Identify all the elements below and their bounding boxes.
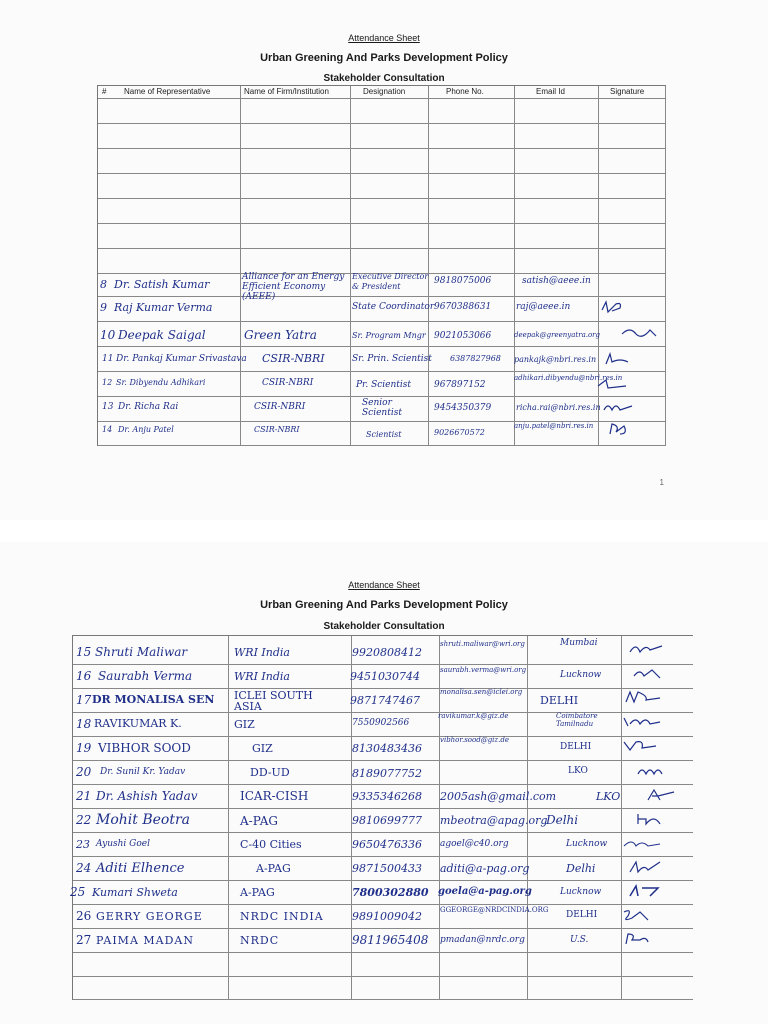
entry-number: 27: [76, 933, 92, 947]
document-subtitle: Stakeholder Consultation: [323, 73, 445, 84]
entry-email: goela@a-pag.org: [438, 886, 532, 897]
entry-firm: WRI India: [234, 646, 290, 659]
entry-phone: 9818075006: [434, 276, 492, 286]
entry-email: adhikari.dibyendu@nbri.res.in: [514, 374, 623, 382]
entry-email: mbeotra@apag.org: [440, 814, 548, 827]
entry-phone: 9670388631: [434, 302, 492, 312]
entry-place: Mumbai: [560, 638, 598, 648]
entry-phone: 9650476336: [352, 838, 422, 851]
entry-name: GERRY GEORGE: [96, 910, 203, 923]
attendance-label: Attendance Sheet: [348, 33, 420, 43]
entry-number: 9: [100, 301, 107, 314]
entry-phone: 8130483436: [352, 742, 422, 755]
entry-designation: Senior Scientist: [362, 398, 402, 418]
entry-firm: ICAR-CISH: [240, 789, 309, 803]
signature-mark: [646, 788, 686, 802]
entry-email: aditi@a-pag.org: [440, 862, 530, 875]
entry-place: Delhi: [546, 813, 579, 827]
entry-firm: DD-UD: [250, 766, 290, 779]
attendance-label: Attendance Sheet: [348, 580, 420, 590]
entry-number: 17: [76, 693, 92, 707]
entry-firm: A-PAG: [240, 886, 275, 899]
entry-number: 12: [102, 378, 113, 387]
entry-firm: CSIR-NBRI: [254, 402, 306, 412]
entry-phone: 7800302880: [352, 886, 429, 899]
entry-number: 19: [76, 741, 92, 755]
entry-place: Delhi: [566, 862, 596, 875]
signature-mark: [626, 860, 666, 874]
entry-phone: 9021053066: [434, 331, 492, 341]
entry-phone: 9871500433: [352, 862, 422, 875]
entry-designation: State Coordinator: [352, 302, 435, 312]
page-number: 1: [659, 478, 664, 487]
entry-phone: 9026670572: [434, 428, 485, 437]
entry-firm: GIZ: [234, 718, 255, 731]
entry-name: Dr. Sunil Kr. Yadav: [100, 767, 186, 777]
col-header-name: Name of Representative: [124, 87, 211, 96]
entry-email: saurabh.verma@wri.org: [440, 666, 527, 674]
entry-firm: Alliance for an Energy Efficient Economy (AEEE): [242, 272, 345, 302]
entry-phone: 9810699777: [352, 814, 422, 827]
entry-name: Mohit Beotra: [96, 812, 191, 828]
entry-name: Aditi Elhence: [96, 861, 185, 876]
attendance-table: [97, 85, 666, 446]
entry-designation: Sr. Program Mngr: [352, 331, 426, 340]
entry-number: 16: [76, 669, 92, 683]
entry-name: Dr. Richa Rai: [118, 402, 179, 412]
entry-number: 25: [70, 885, 86, 899]
col-header-firm: Name of Firm/Institution: [244, 87, 329, 96]
entry-phone: 967897152: [434, 380, 486, 390]
col-header-signature: Signature: [610, 87, 645, 96]
signature-mark: [630, 666, 670, 680]
entry-name: Saurabh Verma: [98, 669, 193, 683]
entry-phone: 9335346268: [352, 790, 422, 803]
entry-phone: 6387827968: [450, 354, 501, 363]
entry-number: 21: [76, 789, 92, 803]
document-subtitle: Stakeholder Consultation: [323, 621, 445, 632]
entry-name: VIBHOR SOOD: [98, 741, 191, 755]
entry-place: Lucknow: [560, 887, 602, 897]
entry-number: 13: [102, 402, 114, 412]
entry-number: 11: [102, 354, 114, 364]
entry-designation: Sr. Prin. Scientist: [352, 354, 432, 364]
signature-mark: [622, 836, 662, 850]
entry-place: LKO: [568, 766, 588, 776]
entry-firm: A-PAG: [256, 862, 291, 875]
entry-email: GGEORGE@NRDCINDIA.ORG: [440, 906, 549, 914]
entry-number: 10: [100, 328, 116, 342]
entry-place: Lucknow: [566, 839, 608, 849]
entry-email: anju.patel@nbri.res.in: [514, 422, 594, 430]
entry-email: pmadan@nrdc.org: [440, 935, 525, 945]
entry-phone: 9920808412: [352, 646, 422, 659]
document-title: Urban Greening And Parks Development Policy: [260, 599, 508, 611]
entry-firm: GIZ: [252, 742, 273, 755]
signature-mark: [624, 932, 664, 946]
entry-place: U.S.: [570, 935, 589, 945]
entry-email: shruti.maliwar@wri.org: [440, 640, 525, 648]
entry-name: Dr. Satish Kumar: [114, 278, 210, 291]
entry-place: DELHI: [560, 742, 592, 752]
entry-name: Sr. Dibyendu Adhikari: [116, 378, 206, 387]
entry-name: Kumari Shweta: [92, 886, 178, 899]
entry-firm: NRDC INDIA: [240, 910, 324, 923]
entry-name: Shruti Maliwar: [95, 645, 188, 659]
entry-name: Deepak Saigal: [118, 328, 206, 342]
entry-firm: NRDC: [240, 934, 280, 947]
signature-mark: [602, 400, 642, 414]
entry-name: Ayushi Goel: [96, 839, 150, 849]
entry-number: 20: [76, 765, 92, 779]
entry-name: Dr. Ashish Yadav: [96, 789, 198, 803]
entry-name: DR MONALISA SEN: [92, 693, 215, 706]
entry-number: 24: [76, 861, 92, 875]
entry-name: Dr. Pankaj Kumar Srivastava: [116, 354, 247, 364]
entry-firm: ICLEI SOUTH ASIA: [234, 689, 313, 713]
entry-firm: C-40 Cities: [240, 838, 302, 851]
entry-email: vibhor.sood@giz.de: [440, 736, 509, 744]
entry-number: 15: [76, 645, 92, 659]
col-header-phone: Phone No.: [446, 87, 484, 96]
entry-email: richa.rai@nbri.res.in: [516, 403, 601, 412]
col-header-number: #: [102, 87, 107, 96]
entry-firm: CSIR-NBRI: [254, 425, 300, 434]
signature-mark: [604, 352, 644, 366]
entry-email: ravikumar.k@giz.de: [438, 712, 509, 720]
signature-mark: [598, 300, 638, 314]
entry-number: 26: [76, 909, 92, 923]
entry-firm: CSIR-NBRI: [262, 352, 325, 365]
entry-designation: Executive Director & President: [352, 272, 429, 291]
attendance-sheet-page-2: [0, 542, 768, 1024]
entry-name: RAVIKUMAR K.: [94, 717, 182, 730]
entry-place: DELHI: [540, 694, 579, 707]
col-header-email: Email Id: [536, 87, 565, 96]
entry-firm: WRI India: [234, 670, 290, 683]
entry-place: DELHI: [566, 910, 598, 920]
signature-mark: [622, 714, 662, 728]
entry-phone: 9871747467: [350, 694, 420, 707]
entry-email: agoel@c40.org: [440, 839, 509, 849]
signature-mark: [622, 738, 662, 752]
entry-designation: Pr. Scientist: [356, 380, 412, 390]
entry-phone: 7550902566: [352, 718, 410, 728]
entry-number: 22: [76, 813, 92, 827]
entry-place: Coimbatore Tamilnadu: [556, 712, 598, 728]
entry-firm: A-PAG: [240, 814, 278, 828]
signature-mark: [624, 690, 664, 704]
signature-mark: [634, 812, 674, 826]
col-header-designation: Designation: [363, 87, 406, 96]
entry-number: 14: [102, 425, 113, 434]
entry-email: raj@aeee.in: [516, 302, 571, 312]
entry-number: 8: [100, 278, 107, 291]
entry-email: 2005ash@gmail.com: [440, 790, 557, 803]
signature-mark: [620, 326, 660, 340]
entry-designation: Scientist: [366, 430, 402, 439]
entry-email: satish@aeee.in: [522, 276, 591, 286]
entry-place: Lucknow: [560, 670, 602, 680]
signature-mark: [606, 422, 646, 436]
document-title: Urban Greening And Parks Development Policy: [260, 52, 508, 64]
entry-email: deepak@greenyatra.org: [514, 331, 601, 339]
entry-firm: Green Yatra: [244, 328, 317, 342]
entry-number: 23: [76, 838, 90, 851]
page-gap: [0, 520, 768, 542]
entry-name: Raj Kumar Verma: [114, 301, 213, 314]
entry-place: LKO: [596, 790, 621, 803]
entry-email: monalisa.sen@iclei.org: [440, 688, 523, 696]
signature-mark: [620, 908, 660, 922]
entry-email: pankajk@nbri.res.in: [514, 355, 597, 364]
entry-name: PAIMA MADAN: [96, 934, 194, 947]
signature-mark: [636, 764, 676, 778]
signature-mark: [628, 884, 668, 898]
entry-firm: CSIR-NBRI: [262, 378, 314, 388]
entry-phone: 8189077752: [352, 767, 422, 780]
signature-mark: [628, 642, 668, 656]
entry-phone: 9891009042: [352, 910, 422, 923]
entry-phone: 9454350379: [434, 403, 492, 413]
signature-mark: [596, 376, 636, 390]
entry-phone: 9451030744: [350, 670, 420, 683]
entry-phone: 9811965408: [352, 933, 429, 947]
entry-name: Dr. Anju Patel: [118, 425, 174, 434]
entry-number: 18: [76, 717, 92, 731]
